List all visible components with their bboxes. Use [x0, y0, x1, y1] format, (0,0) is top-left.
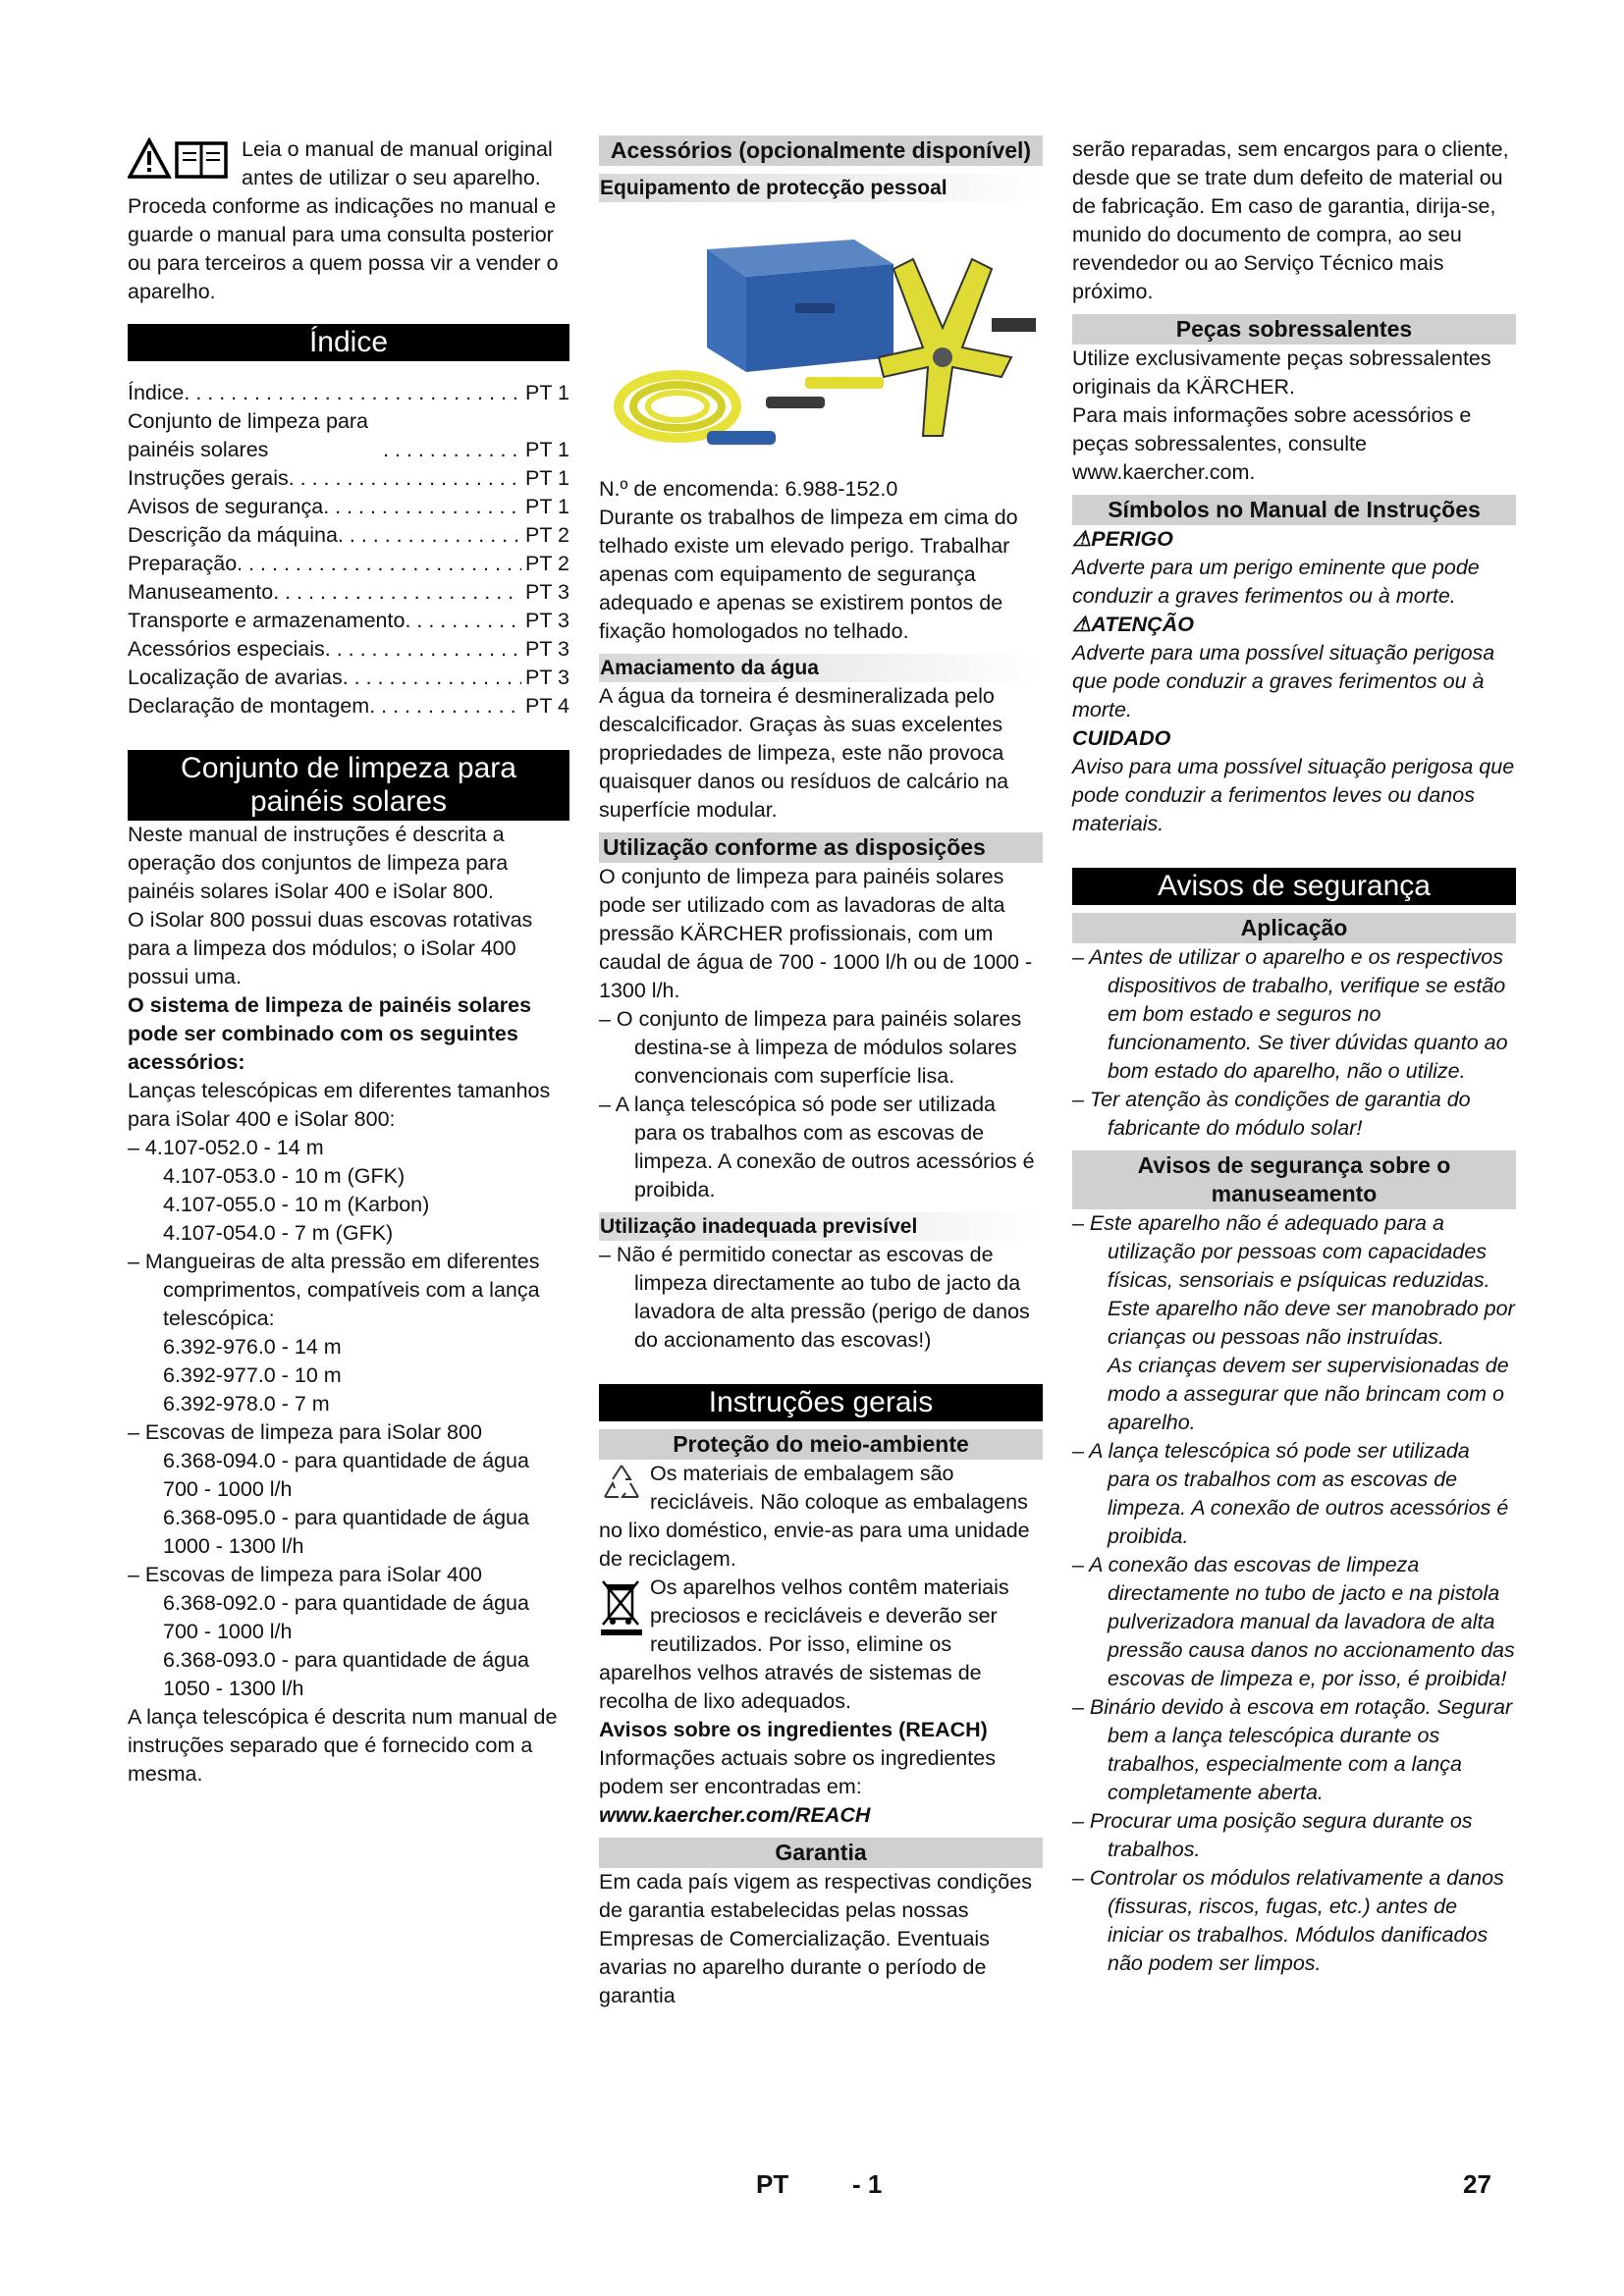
ppe-title: Equipamento de protecção pessoal: [599, 174, 1043, 202]
caution-label: CUIDADO: [1072, 726, 1171, 750]
toc-title: Índice: [128, 324, 569, 361]
warning-triangle-icon: ⚠: [1072, 527, 1092, 551]
env-block-2: [599, 1574, 1043, 1716]
warranty-text: Em cada país vigem as respectivas condições de garantia estabelecidas pelas nossas Empresas de Comercialização. Eventuais avarias no aparelho durante o período de garantia: [599, 1870, 1032, 2007]
intro-block: [128, 135, 569, 306]
misuse-title: Utilização inadequada previsível: [599, 1212, 1043, 1241]
warranty-continuation: serão reparadas, sem encargos para o cliente, desde que se trate dum defeito de material ou de fabricação. Em caso de garantia, dirija-se, munido do documento de compra, ao seu revendedor ou ao Serviço Técnico mais próximo.: [1072, 137, 1509, 303]
reach-title: Avisos sobre os ingredientes (REACH): [599, 1718, 988, 1741]
spares-p2: Para mais informações sobre acessórios e peças sobressalentes, consulte www.kaercher.com.: [1072, 403, 1472, 484]
warning-label: ⚠ATENÇÃO: [1072, 613, 1194, 636]
list-item: – A lança telescópica só pode ser utilizada para os trabalhos com as escovas de limpeza. A conexão de outros acessórios é proibida.: [1072, 1439, 1509, 1548]
list-item: As crianças devem ser supervisionadas de modo a assegurar que não brincam com o aparelho.: [1108, 1354, 1509, 1434]
list-item: – 4.107-052.0 - 14 m: [128, 1136, 324, 1159]
list-item: 6.392-977.0 - 10 m: [163, 1363, 342, 1387]
kit-p2: O iSolar 800 possui duas escovas rotativas para a limpeza dos módulos; o iSolar 400 possui uma.: [128, 908, 533, 988]
danger-label: ⚠PERIGO: [1072, 527, 1173, 551]
list-item: 6.392-976.0 - 14 m: [163, 1335, 342, 1359]
reach-url[interactable]: www.kaercher.com/REACH: [599, 1803, 871, 1827]
recycle-icon: [599, 1462, 644, 1511]
list-item: – A conexão das escovas de limpeza directamente no tubo de jacto e na pistola pulverizadora manual da lavadora de alta pressão causa danos no accionamento das escovas de limpeza e, por isso, é proibida!: [1072, 1553, 1515, 1690]
water-text: A água da torneira é desmineralizada pelo descalcificador. Graças às suas excelentes propriedades de limpeza, este não provoca quaisquer danos ou resíduos de calcário na superfície modular.: [599, 684, 1009, 822]
spares-p1: Utilize exclusivamente peças sobressalentes originais da KÄRCHER.: [1072, 347, 1491, 399]
kit-title: Conjunto de limpeza para painéis solares: [128, 750, 569, 821]
list-item: – A lança telescópica só pode ser utilizada para os trabalhos com as escovas de limpeza. A conexão de outros acessórios é proibida.: [599, 1093, 1035, 1201]
list-item: – Ter atenção às condições de garantia do fabricante do módulo solar!: [1072, 1088, 1471, 1140]
list-item: – Este aparelho não é adequado para a utilização por pessoas com capacidades físicas, sensoriais e psíquicas reduzidas.: [1072, 1211, 1490, 1292]
toc-item[interactable]: Manuseamento . . . PT 3: [128, 578, 569, 607]
toc-item[interactable]: Descrição da máquina . . . PT 2: [128, 521, 569, 550]
kit-lances-intro: Lanças telescópicas em diferentes tamanhos para iSolar 400 e iSolar 800:: [128, 1079, 551, 1131]
list-item: – Mangueiras de alta pressão em diferentes comprimentos, compatíveis com a lança telescópica:: [128, 1250, 540, 1330]
toc-item[interactable]: Conjunto de limpeza para painéis solares . . . PT 1: [128, 407, 569, 464]
list-item: – Escovas de limpeza para iSolar 800: [128, 1420, 482, 1444]
toc-item[interactable]: Acessórios especiais . . . PT 3: [128, 635, 569, 664]
intended-use-title: Utilização conforme as disposições: [599, 832, 1043, 863]
toc-item[interactable]: Localização de avarias . . . PT 3: [128, 664, 569, 692]
list-item: Este aparelho não deve ser manobrado por crianças ou pessoas não instruídas.: [1108, 1297, 1515, 1349]
column-middle: [599, 135, 1043, 2010]
page-number: 27: [1463, 2169, 1491, 2199]
handling-title: Avisos de segurança sobre o manuseamento: [1072, 1150, 1516, 1209]
safety-title: Avisos de segurança: [1072, 868, 1516, 905]
list-item: 6.368-093.0 - para quantidade de água 1050 - 1300 l/h: [163, 1648, 529, 1700]
list-item: – Binário devido à escova em rotação. Segurar bem a lança telescópica durante os trabalhos, especialmente com a lança completamente aberta.: [1072, 1695, 1513, 1804]
order-number: N.º de encomenda: 6.988-152.0: [599, 477, 898, 501]
general-title: Instruções gerais: [599, 1384, 1043, 1421]
toc-item[interactable]: Avisos de segurança . . . PT 1: [128, 493, 569, 521]
footer-language: PT: [756, 2169, 789, 2199]
warning-triangle-icon: ⚠: [1072, 613, 1092, 636]
ppe-product-image: [599, 210, 1043, 465]
toc-list: [128, 379, 569, 721]
intended-use-text: O conjunto de limpeza para painéis solares pode ser utilizado com as lavadoras de alta pressão KÄRCHER profissionais, com um caudal de água de 700 - 1000 l/h ou de 1000 - 1300 l/h.: [599, 865, 1033, 1002]
list-item: 4.107-053.0 - 10 m (GFK): [163, 1164, 406, 1188]
list-item: 6.368-092.0 - para quantidade de água 700 - 1000 l/h: [163, 1591, 529, 1643]
kit-closing: A lança telescópica é descrita num manual de instruções separado que é fornecido com a mesma.: [128, 1705, 558, 1786]
intro-text: Leia o manual de manual original antes de utilizar o seu aparelho. Proceda conforme as indicações no manual e guarde o manual para uma consulta posterior ou para terceiros a quem possa vir a vender o aparelho.: [128, 137, 559, 303]
list-item: – O conjunto de limpeza para painéis solares destina-se à limpeza de módulos solares convencionais com superfície lisa.: [599, 1007, 1022, 1088]
warranty-title: Garantia: [599, 1838, 1043, 1868]
application-title: Aplicação: [1072, 913, 1516, 943]
list-item: 4.107-055.0 - 10 m (Karbon): [163, 1193, 430, 1216]
footer-section-number: - 1: [852, 2169, 883, 2199]
list-item: – Antes de utilizar o aparelho e os respectivos dispositivos de trabalho, verifique se estão em bom estado e seguros no funcionamento. Se tiver dúvidas quanto ao bom estado do aparelho, não o utilize.: [1072, 945, 1508, 1083]
toc-item[interactable]: Declaração de montagem . . . PT 4: [128, 692, 569, 721]
kit-p1: Neste manual de instruções é descrita a operação dos conjuntos de limpeza para painéis solares iSolar 400 e iSolar 800.: [128, 823, 509, 903]
column-right: [1072, 135, 1516, 1978]
reach-text: Informações actuais sobre os ingredientes podem ser encontradas em:: [599, 1746, 996, 1798]
kit-bold: O sistema de limpeza de painéis solares pode ser combinado com os seguintes acessórios:: [128, 993, 532, 1074]
spares-title: Peças sobressalentes: [1072, 314, 1516, 345]
toc-item[interactable]: Transporte e armazenamento . . . PT 3: [128, 607, 569, 635]
toc-item[interactable]: Índice . . . PT 1: [128, 379, 569, 407]
list-item: – Controlar os módulos relativamente a danos (fissuras, riscos, fugas, etc.) antes de iniciar os trabalhos. Módulos danificados não podem ser limpos.: [1072, 1866, 1504, 1975]
list-item: 6.392-978.0 - 7 m: [163, 1392, 330, 1415]
water-title: Amaciamento da água: [599, 654, 1043, 682]
list-item: – Escovas de limpeza para iSolar 400: [128, 1563, 482, 1586]
env-text-2: Os aparelhos velhos contêm materiais preciosos e recicláveis e deverão ser reutilizados. Por isso, elimine os aparelhos velhos através de sistemas de recolha de lixo adequados.: [599, 1575, 1009, 1713]
caution-text: Aviso para uma possível situação perigosa que pode conduzir a ferimentos leves ou danos materiais.: [1072, 755, 1515, 835]
env-block-1: [599, 1460, 1043, 1574]
symbols-title: Símbolos no Manual de Instruções: [1072, 495, 1516, 525]
danger-text: Adverte para um perigo eminente que pode conduzir a graves ferimentos ou à morte.: [1072, 556, 1480, 608]
list-item: – Não é permitido conectar as escovas de limpeza directamente ao tubo de jacto da lavadora de alta pressão (perigo de danos do accionamento das escovas!): [599, 1243, 1030, 1352]
list-item: 4.107-054.0 - 7 m (GFK): [163, 1221, 394, 1245]
ppe-text: Durante os trabalhos de limpeza em cima do telhado existe um elevado perigo. Trabalhar apenas com equipamento de segurança adequado e apenas se existirem pontos de fixação homologados no telhado.: [599, 506, 1018, 643]
env-text-1: Os materiais de embalagem são recicláveis. Não coloque as embalagens no lixo doméstico, envie-as para uma unidade de reciclagem.: [599, 1462, 1030, 1571]
list-item: – Procurar uma posição segura durante os trabalhos.: [1072, 1809, 1473, 1861]
list-item: 6.368-094.0 - para quantidade de água 700 - 1000 l/h: [163, 1449, 529, 1501]
toc-item[interactable]: Preparação . . . PT 2: [128, 550, 569, 578]
warning-manual-icon: [128, 137, 236, 188]
env-title: Proteção do meio-ambiente: [599, 1429, 1043, 1460]
warning-text: Adverte para uma possível situação perigosa que pode conduzir a graves ferimentos ou à morte.: [1072, 641, 1495, 721]
crossed-bin-icon: [599, 1575, 644, 1644]
list-item: 6.368-095.0 - para quantidade de água 1000 - 1300 l/h: [163, 1506, 529, 1558]
column-left: [128, 135, 569, 1789]
toc-item[interactable]: Instruções gerais . . . PT 1: [128, 464, 569, 493]
accessories-title: Acessórios (opcionalmente disponível): [599, 135, 1043, 166]
